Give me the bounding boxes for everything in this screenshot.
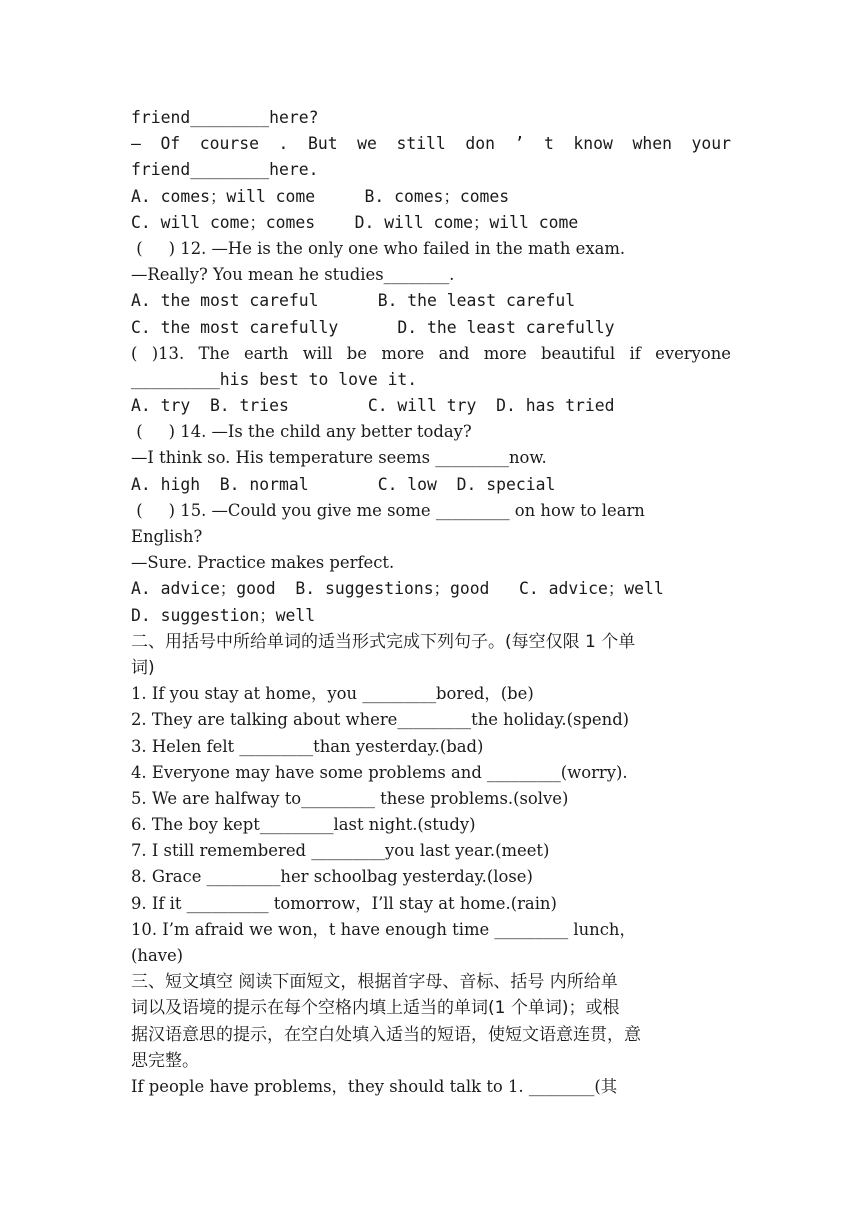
question-13: ( )13. The earth will be more and more beautiful if everyone — [131, 343, 731, 363]
fill-item-2: 2. They are talking about where_________the holiday.(spend) — [131, 710, 630, 730]
text-line: —Sure. Practice makes perfect. — [131, 553, 395, 573]
section-three-instructions: 思完整。 — [131, 1050, 199, 1071]
answer-options: A. comes；will come B. comes；comes — [131, 186, 510, 206]
text-line: — Of course . But we still don ’ t know when your — [131, 134, 731, 154]
question-12: ( ) 12. —He is the only one who failed in the math exam. — [131, 238, 626, 258]
text-line: friend________here? — [131, 108, 319, 127]
fill-item-1: 1. If you stay at home，you _________bored，(be) — [131, 684, 534, 704]
worksheet-page — [131, 105, 731, 1100]
fill-item-4: 4. Everyone may have some problems and _________(worry). — [131, 762, 628, 782]
text-line: —Really? You mean he studies________. — [131, 265, 455, 285]
fill-item-7: 7. I still remembered _________you last year.(meet) — [131, 841, 550, 861]
text-line: _________his best to love it. — [131, 369, 418, 389]
question-15: ( ) 15. —Could you give me some _________ on how to learn — [131, 500, 645, 520]
answer-options: C. the most carefully D. the least carefully — [131, 317, 615, 337]
text-line: English? — [131, 527, 203, 546]
fill-item-10: 10. I’m afraid we won，t have enough time _________ lunch， — [131, 919, 636, 939]
answer-options: A. try B. tries C. will try D. has tried — [131, 396, 615, 416]
text-line: (have) — [131, 946, 184, 965]
text-line: friend________here. — [131, 160, 319, 180]
text-line: —I think so. His temperature seems _________now. — [131, 448, 547, 468]
answer-options: A. the most careful B. the least careful — [131, 291, 576, 311]
section-two-heading-cont: 词) — [131, 657, 155, 678]
answer-options: D. suggestion；well — [131, 605, 316, 625]
fill-item-9: 9. If it __________ tomorrow，I’ll stay at home.(rain) — [131, 893, 557, 913]
section-two-heading: 二、用括号中所给单词的适当形式完成下列句子。(每空仅限 1 个单 — [131, 631, 636, 652]
answer-options: A. advice；good B. suggestions；good C. advice；well — [131, 579, 664, 599]
passage-line: If people have problems，they should talk to 1. ________(其 — [131, 1076, 618, 1096]
section-three-heading: 三、短文填空 阅读下面短文，根据首字母、音标、括号 内所给单 — [131, 972, 618, 993]
fill-item-5: 5. We are halfway to_________ these problems.(solve) — [131, 788, 569, 808]
section-three-instructions: 词以及语境的提示在每个空格内填上适当的单词(1 个单词)；或根 — [131, 998, 620, 1019]
fill-item-3: 3. Helen felt _________than yesterday.(bad) — [131, 736, 484, 756]
section-three-instructions: 据汉语意思的提示，在空白处填入适当的短语，使短文语意连贯，意 — [131, 1024, 641, 1045]
answer-options: C. will come；comes D. will come；will come — [131, 212, 579, 232]
answer-options: A. high B. normal C. low D. special — [131, 474, 556, 494]
fill-item-6: 6. The boy kept_________last night.(study) — [131, 815, 476, 835]
fill-item-8: 8. Grace _________her schoolbag yesterday.(lose) — [131, 867, 533, 887]
question-14: ( ) 14. —Is the child any better today? — [131, 422, 472, 442]
